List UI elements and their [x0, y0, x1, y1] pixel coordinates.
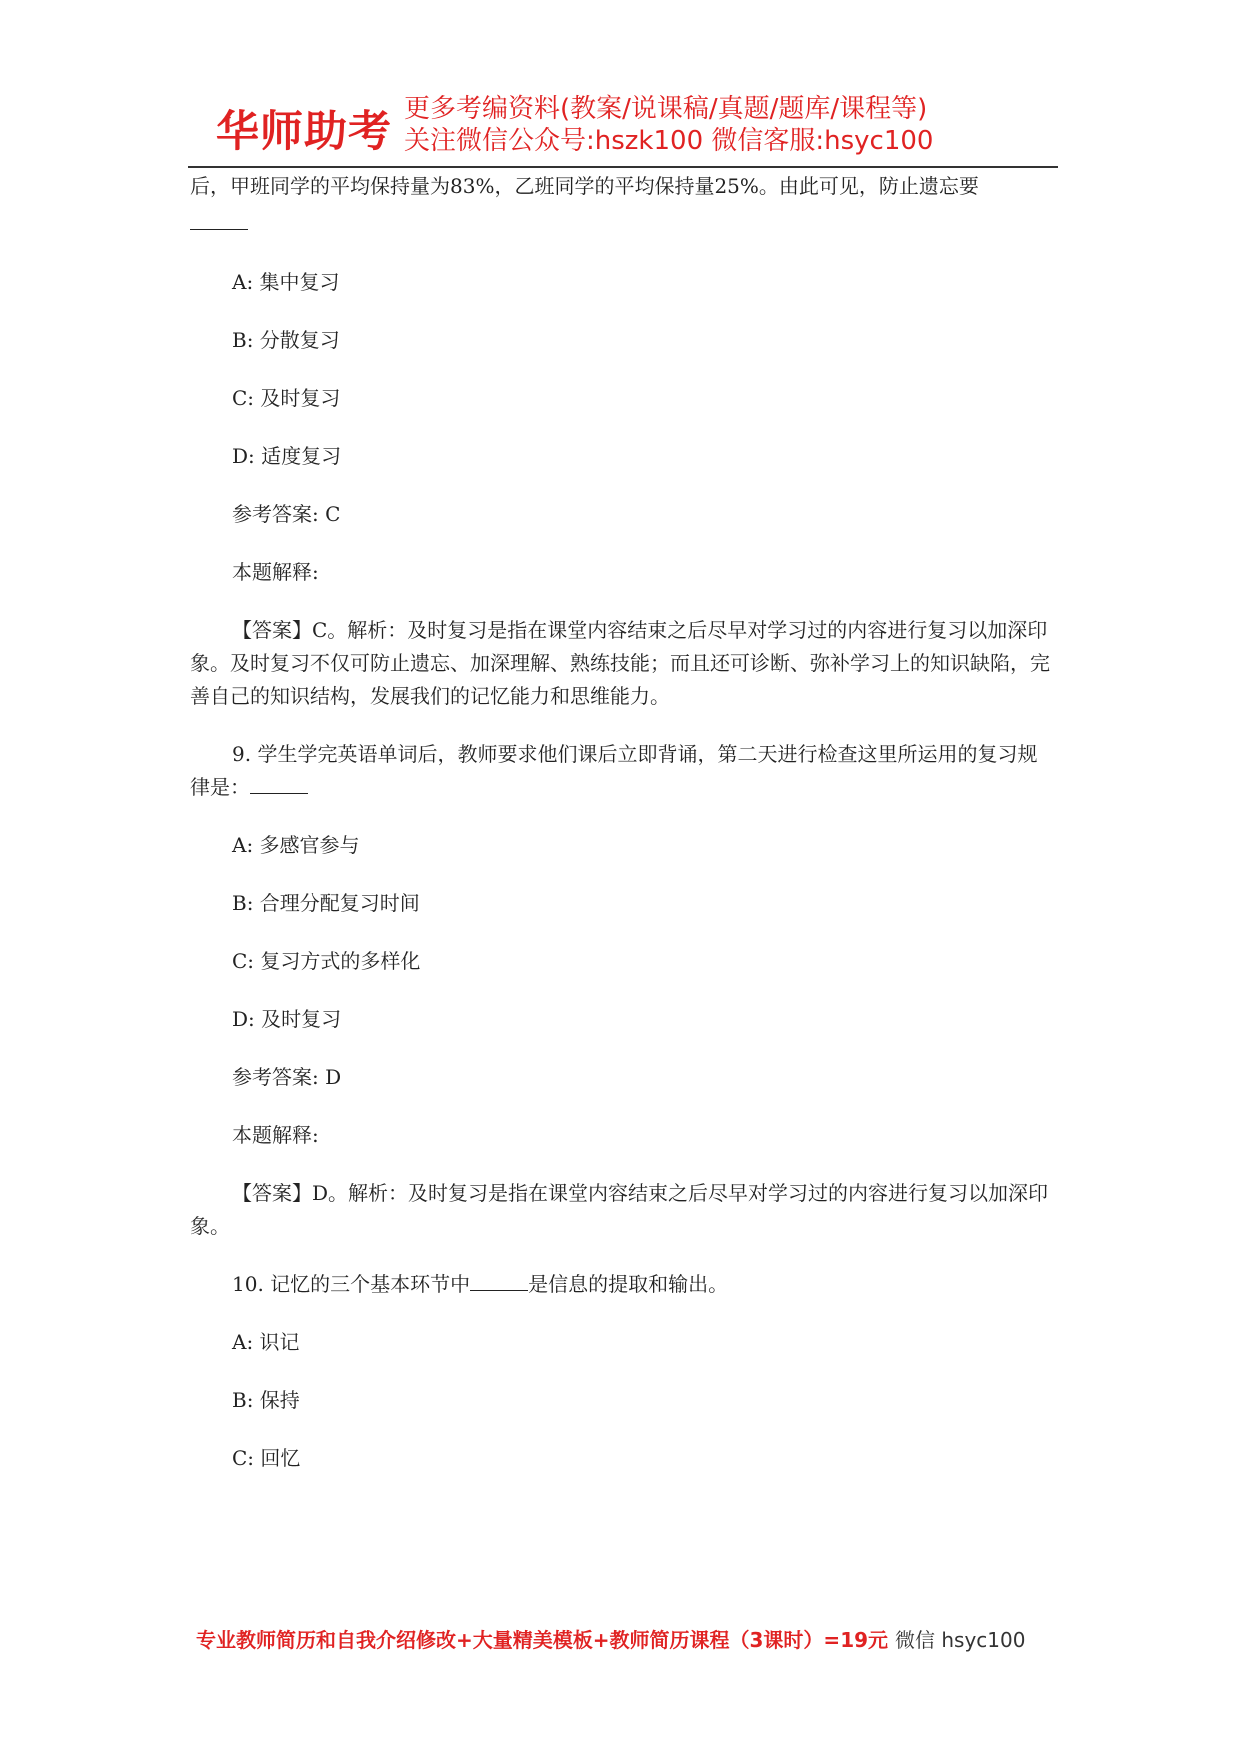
q8-option-a: A: 集中复习: [232, 270, 340, 294]
q9-explain-label: 本题解释:: [232, 1123, 319, 1147]
footer-promo: [196, 1624, 1025, 1653]
answer-blank: [190, 209, 248, 230]
answer-blank: [250, 773, 308, 794]
promo-line-2: 关注微信公众号:hszk100 微信客服:hsyc100: [404, 126, 934, 156]
footer-promo-text: 专业教师简历和自我介绍修改+大量精美模板+教师简历课程（3课时）=19元: [196, 1628, 889, 1652]
header-banner: [188, 88, 1058, 168]
q8-option-b: B: 分散复习: [232, 328, 340, 352]
q8-blank-line: [190, 207, 1056, 240]
brand-logo: 华师助考: [216, 107, 392, 157]
q9-option-d: D: 及时复习: [232, 1007, 342, 1031]
q8-option-d: D: 适度复习: [232, 444, 342, 468]
promo-line-1: 更多考编资料(教案/说课稿/真题/题库/课程等): [404, 94, 928, 124]
q9-explanation: 【答案】D。解析：及时复习是指在课堂内容结束之后尽早对学习过的内容进行复习以加深印象。: [190, 1181, 1049, 1238]
q8-explain-label: 本题解释:: [232, 560, 319, 584]
q8-stem: 后，甲班同学的平均保持量为83%，乙班同学的平均保持量25%。由此可见，防止遗忘要: [190, 174, 979, 198]
q9-option-a: A: 多感官参与: [232, 833, 360, 857]
footer-wechat: 微信 hsyc100: [895, 1628, 1026, 1652]
q10-option-c: C: 回忆: [232, 1446, 301, 1470]
q9-option-b: B: 合理分配复习时间: [232, 891, 420, 915]
q8-answer: 参考答案: C: [232, 502, 341, 526]
answer-blank: [470, 1270, 528, 1291]
q9-stem: 9. 学生学完英语单词后，教师要求他们课后立即背诵，第二天进行检查这里所运用的复习规律是：: [190, 742, 1038, 799]
document-body: [190, 170, 1056, 1475]
q10-option-a: A: 识记: [232, 1330, 300, 1354]
q10-option-b: B: 保持: [232, 1388, 300, 1412]
q9-answer: 参考答案: D: [232, 1065, 342, 1089]
q10-stem: 10. 记忆的三个基本环节中 是信息的提取和输出。: [232, 1272, 729, 1296]
q9-option-c: C: 复习方式的多样化: [232, 949, 421, 973]
q8-option-c: C: 及时复习: [232, 386, 341, 410]
header-divider: [188, 166, 1058, 168]
header-promo: [404, 93, 933, 157]
q8-explanation: 【答案】C。解析：及时复习是指在课堂内容结束之后尽早对学习过的内容进行复习以加深印象。及时复习不仅可防止遗忘、加深理解、熟练技能；而且还可诊断、弥补学习上的知识缺陷，完善自己的知识结构，发展我们的记忆能力和思维能力。: [190, 618, 1050, 708]
